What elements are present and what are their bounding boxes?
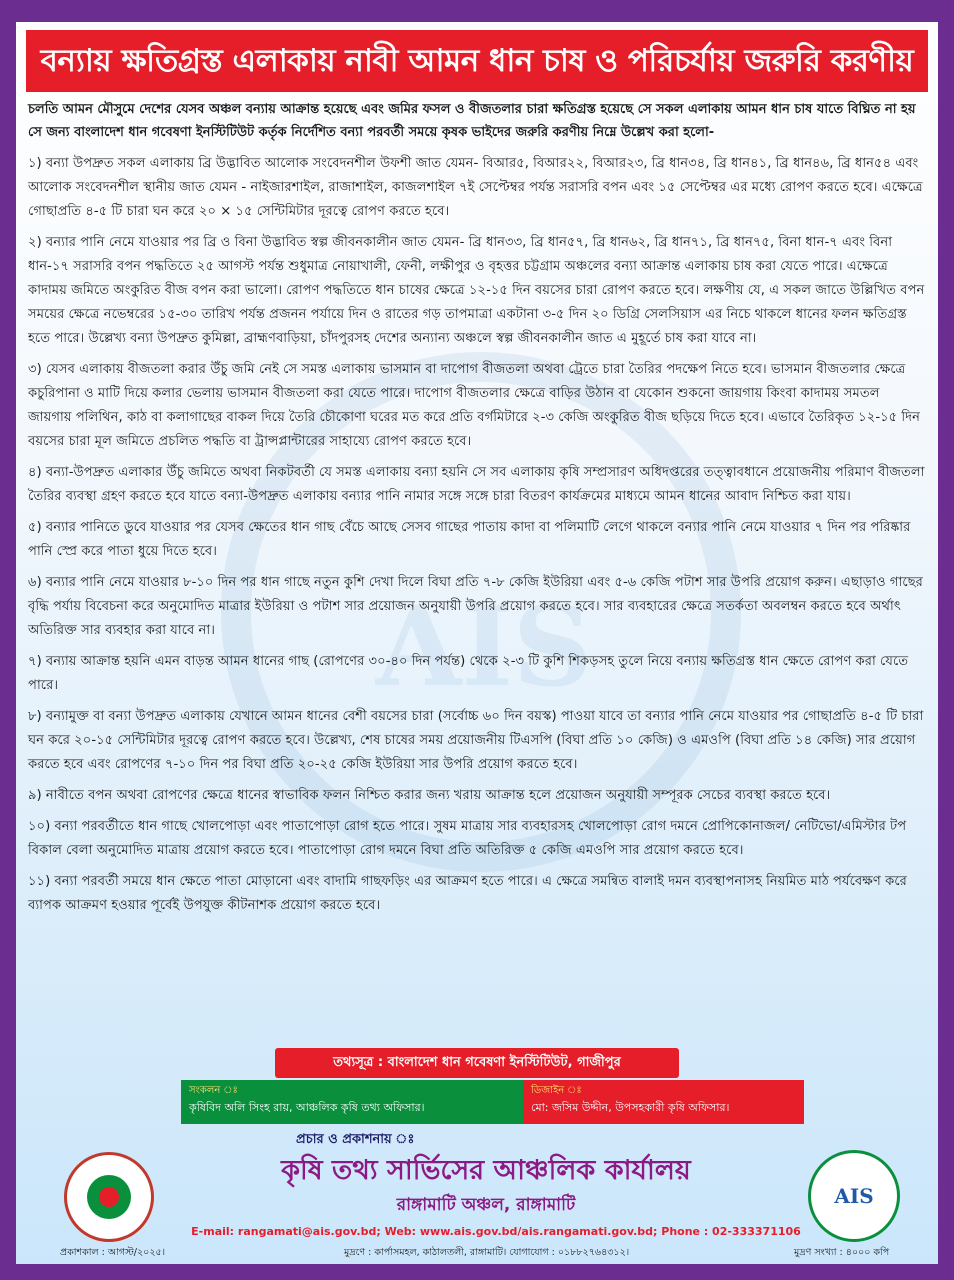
credits-bar	[181, 1080, 804, 1124]
ais-logo-text: AIS	[834, 1184, 874, 1208]
ais-logo-icon	[808, 1150, 900, 1242]
list-item: ৮) বন্যামুক্ত বা বন্যা উপদ্রুত এলাকায় যেখানে আমন ধানের বেশী বয়সের চারা (সর্বোচ্চ ৬০ দিন বয়স্ক) পাওয়া যাবে তা বন্যার পানি নেমে যাওয়ার পর গোছাপ্রতি ৪-৫ টি চারা ঘন করে ২০-১৫ সেন্টিমিটার দূরত্বে রোপণ করতে হবে। উল্লেখ্য, শেষ চাষের সময় প্রয়োজনীয় টিএসপি (বিঘা প্রতি ১০ কেজি) ও এমওপি (বিঘা প্রতি ১৪ কেজি) সার প্রয়োগ করতে হবে এবং রোপণের ৭-১০ দিন পর বিঘা প্রতি ২০-২৫ কেজি ইউরিয়া সার উপরি প্রয়োগ করতে হবে।	[28, 709, 924, 772]
list-item: ২) বন্যার পানি নেমে যাওয়ার পর ব্রি ও বিনা উদ্ভাবিত স্বল্প জীবনকালীন জাত যেমন- ব্রি ধান৩৩, ব্রি ধান৫৭, ব্রি ধান৬২, ব্রি ধান৭১, ব্রি ধান৭৫, বিনা ধান-৭ এবং বিনা ধান-১৭ সরাসরি বপন পদ্ধতিতে ২৫ আগস্ট পর্যন্ত শুধুমাত্র নোয়াখালী, ফেনী, লক্ষীপুর ও বৃহত্তর চট্টগ্রাম অঞ্চলের বন্যা আক্রান্ত এলাকায় চাষ করা যেতে পারে। এক্ষেত্রে কাদাময় জমিতে অংকুরিত বীজ বপন করা ভালো। রোপণ পদ্ধতিতে ধান চাষের ক্ষেত্রে ১২-১৫ দিন বয়সের চারা রোপণ করতে হবে। লক্ষণীয় যে, এ সকল জাতে উল্লিখিত বপন সময়ের ক্ষেত্রে নভেম্বরের ১৫-৩০ তারিখ পর্যন্ত প্রজনন পর্যায়ে দিন ও রাতের গড় তাপমাত্রা একটানা ৩-৫ দিন ২০ ডিগ্রি সেলসিয়াস এর নিচে থাকলে ধানের ফলন ক্ষতিগ্রস্ত হতে পারে। উল্লেখ্য বন্যা উপদ্রুত কুমিল্লা, ব্রাহ্মণবাড়িয়া, চাঁদপুরসহ দেশের অন্যান্য অঞ্চলে স্বল্প জীবনকালীন জাত এ মুহূর্তে চাষ করা যাবে না।	[28, 235, 925, 346]
designer-credit	[523, 1080, 804, 1124]
main-content	[28, 98, 926, 925]
designer-label: ডিজাইন ঃ	[531, 1085, 582, 1096]
list-item: ৩) যেসব এলাকায় বীজতলা করার উঁচু জমি নেই সে সমস্ত এলাকায় ভাসমান বা দাপোগ বীজতলা অথবা ট্রেতে চারা তৈরির পদক্ষেপ নিতে হবে। ভাসমান বীজতলার ক্ষেত্রে কচুরিপানা ও মাটি দিয়ে কলার ভেলায় ভাসমান বীজতলা করা যেতে পারে। দাপোগ বীজতলার ক্ষেত্রে বাড়ির উঠান বা যেকোন শুকনো জায়গায় কিংবা কাদাময় সমতল জায়গায় পলিথিন, কাঠ বা কলাগাছের বাকল দিয়ে তৈরি চৌকোণা ঘরের মত করে প্রতি বর্গমিটারে ২-৩ কেজি অংকুরিত বীজ ছড়িয়ে দিতে হবে। এভাবে তৈরিকৃত ১২-১৫ দিন বয়সের চারা মূল জমিতে প্রচলিত পদ্ধতি বা ট্রান্সপ্লান্টারের সাহায্যে রোপণ করতে হবে।	[28, 362, 920, 449]
watermark-ais-text: AIS	[376, 582, 593, 711]
list-item: ৬) বন্যার পানি নেমে যাওয়ার ৮-১০ দিন পর ধান গাছে নতুন কুশি দেখা দিলে বিঘা প্রতি ৭-৮ কেজি ইউরিয়া এবং ৫-৬ কেজি পটাশ সার উপরি প্রয়োগ করুন। এছাড়াও গাছের বৃদ্ধি পর্যায় বিবেচনা করে অনুমোদিত মাত্রার ইউরিয়া ও পটাশ সার প্রয়োজন অনুযায়ী উপরি প্রয়োগ করতে হবে। সার ব্যবহারের ক্ষেত্রে সতর্কতা অবলম্বন করতে হবে অর্থাৎ অতিরিক্ত সার ব্যবহার করা যাবে না।	[28, 575, 923, 638]
compiler-label: সংকলন ঃ	[189, 1085, 238, 1096]
published-date: প্রকাশকাল : আগস্ট/২০২৫।	[60, 1247, 166, 1258]
list-item: ১০) বন্যা পরবর্তীতে ধান গাছে খোলপোড়া এবং পাতাপোড়া রোগ হতে পারে। সুষম মাত্রায় সার ব্যবহারসহ খোলপোড়া রোগ দমনে প্রোপিকোনাজল/ নেটিভো/এমিস্টার টপ বিকাল বেলা অনুমোদিত মাত্রায় প্রয়োগ করতে হবে। পাতাপোড়া রোগ দমনে বিঘা প্রতি অতিরিক্ত ৫ কেজি এমওপি সার প্রয়োগ করতে হবে।	[28, 819, 907, 858]
poster-body	[16, 22, 938, 1264]
source-banner: তথ্যসূত্র : বাংলাদেশ ধান গবেষণা ইনস্টিটিউট, গাজীপুর	[275, 1048, 679, 1078]
printer-info: মুদ্রণে : কার্পাসমহল, কাঠালতলী, রাঙ্গামাটি। যোগাযোগ : ০১৮৮২৭৬৪৩১২।	[344, 1247, 630, 1258]
list-item: ১১) বন্যা পরবর্তী সময়ে ধান ক্ষেতে পাতা মোড়ানো এবং বাদামি গাছফড়িং এর আক্রমণ হতে পারে। এ ক্ষেত্রে সমন্বিত বালাই দমন ব্যবস্থাপনাসহ নিয়মিত মাঠ পর্যবেক্ষণ করে ব্যাপক আক্রমণ হওয়ার পূর্বেই উপযুক্ত কীটনাশক প্রয়োগ করতে হবে।	[28, 874, 907, 913]
list-item: ৫) বন্যার পানিতে ডুবে যাওয়ার পর যেসব ক্ষেতের ধান গাছ বেঁচে আছে সেসব গাছের পাতায় কাদা বা পলিমাটি লেগে থাকলে বন্যার পানি নেমে যাওয়ার ৭ দিন পর পরিষ্কার পানি স্প্রে করে পাতা ধুয়ে দিতে হবে।	[28, 520, 911, 559]
list-item: ৪) বন্যা-উপদ্রুত এলাকার উঁচু জমিতে অথবা নিকটবর্তী যে সমস্ত এলাকায় বন্যা হয়নি সে সব এলাকায় কৃষি সম্প্রসারণ অধিদপ্তরের তত্ত্বাবধানে প্রয়োজনীয় পরিমাণ বীজতলা তৈরির ব্যবস্থা গ্রহণ করতে হবে যাতে বন্যা-উপদ্রুত এলাকায় বন্যার পানি নামার সঙ্গে সঙ্গে চারা বিতরণ কার্যক্রমের মাধ্যমে আমন ধানের আবাদ নিশ্চিত করা যায়।	[28, 465, 925, 504]
office-name: কৃষি তথ্য সার্ভিসের আঞ্চলিক কার্যালয়	[281, 1155, 691, 1186]
government-seal-icon	[64, 1152, 154, 1242]
list-item: ১) বন্যা উপদ্রুত সকল এলাকায় ব্রি উদ্ভাবিত আলোক সংবেদনশীল উফশী জাত যেমন- বিআর৫, বিআর২২, বিআর২৩, ব্রি ধান৩৪, ব্রি ধান৪১, ব্রি ধান৪৬, ব্রি ধান৫৪ এবং আলোক সংবেদনশীল স্থানীয় জাত যেমন - নাইজারশাইল, রাজাশাইল, কাজলশাইল ৭ই সেপ্টেম্বর পর্যন্ত সরাসরি বপন এবং ১৫ সেপ্টেম্বর এর মধ্যে রোপণ করতে হবে। এক্ষেত্রে গোছাপ্রতি ৪-৫ টি চারা ঘন করে ২০ × ১৫ সেন্টিমিটার দূরত্বে রোপণ করতে হবে।	[28, 156, 923, 219]
compiler-credit	[181, 1080, 523, 1124]
compiler-name: কৃষিবিদ অলি সিংহ রায়, আঞ্চলিক কৃষি তথ্য অফিসার।	[189, 1101, 425, 1114]
seal-dot	[99, 1187, 119, 1207]
office-location: রাঙ্গামাটি অঞ্চল, রাঙ্গামাটি	[396, 1195, 576, 1215]
print-copies: মুদ্রণ সংখ্যা : ৪০০০ কপি	[794, 1247, 890, 1258]
page-title: বন্যায় ক্ষতিগ্রস্ত এলাকায় নাবী আমন ধান চাষ ও পরিচর্যায় জরুরি করণীয়	[26, 30, 928, 92]
list-item: ৯) নাবীতে বপন অথবা রোপণের ক্ষেত্রে ধানের স্বাভাবিক ফলন নিশ্চিত করার জন্য খরায় আক্রান্ত হলে প্রয়োজন অনুযায়ী সম্পূরক সেচের ব্যবস্থা করতে হবে।	[28, 788, 831, 803]
contact-info: E-mail: rangamati@ais.gov.bd; Web: www.ais.gov.bd/ais.rangamati.gov.bd; Phone : 02-333371106	[191, 1225, 801, 1238]
intro-paragraph: চলতি আমন মৌসুমে দেশের যেসব অঞ্চল বন্যায় আক্রান্ত হয়েছে এবং জমির ফসল ও বীজতলার চারা ক্ষতিগ্রস্ত হয়েছে সে সকল এলাকায় আমন ধান চাষ যাতে বিঘ্নিত না হয় সে জন্য বাংলাদেশ ধান গবেষণা ইনস্টিটিউট কর্তৃক নির্দেশিত বন্যা পরবর্তী সময়ে কৃষক ভাইদের জরুরি করণীয় নিম্নে উল্লেখ করা হলো-	[28, 102, 916, 140]
seal-inner	[87, 1175, 131, 1219]
designer-name: মো: জসিম উদ্দীন, উপসহকারী কৃষি অফিসার।	[531, 1101, 730, 1114]
publication-label: প্রচার ও প্রকাশনায় ঃ	[296, 1132, 415, 1147]
list-item: ৭) বন্যায় আক্রান্ত হয়নি এমন বাড়ন্ত আমন ধানের গাছ (রোপণের ৩০-৪০ দিন পর্যন্ত) থেকে ২-৩ টি কুশি শিকড়সহ তুলে নিয়ে বন্যায় ক্ষতিগ্রস্ত ধান ক্ষেতে রোপণ করা যেতে পারে।	[28, 654, 909, 693]
